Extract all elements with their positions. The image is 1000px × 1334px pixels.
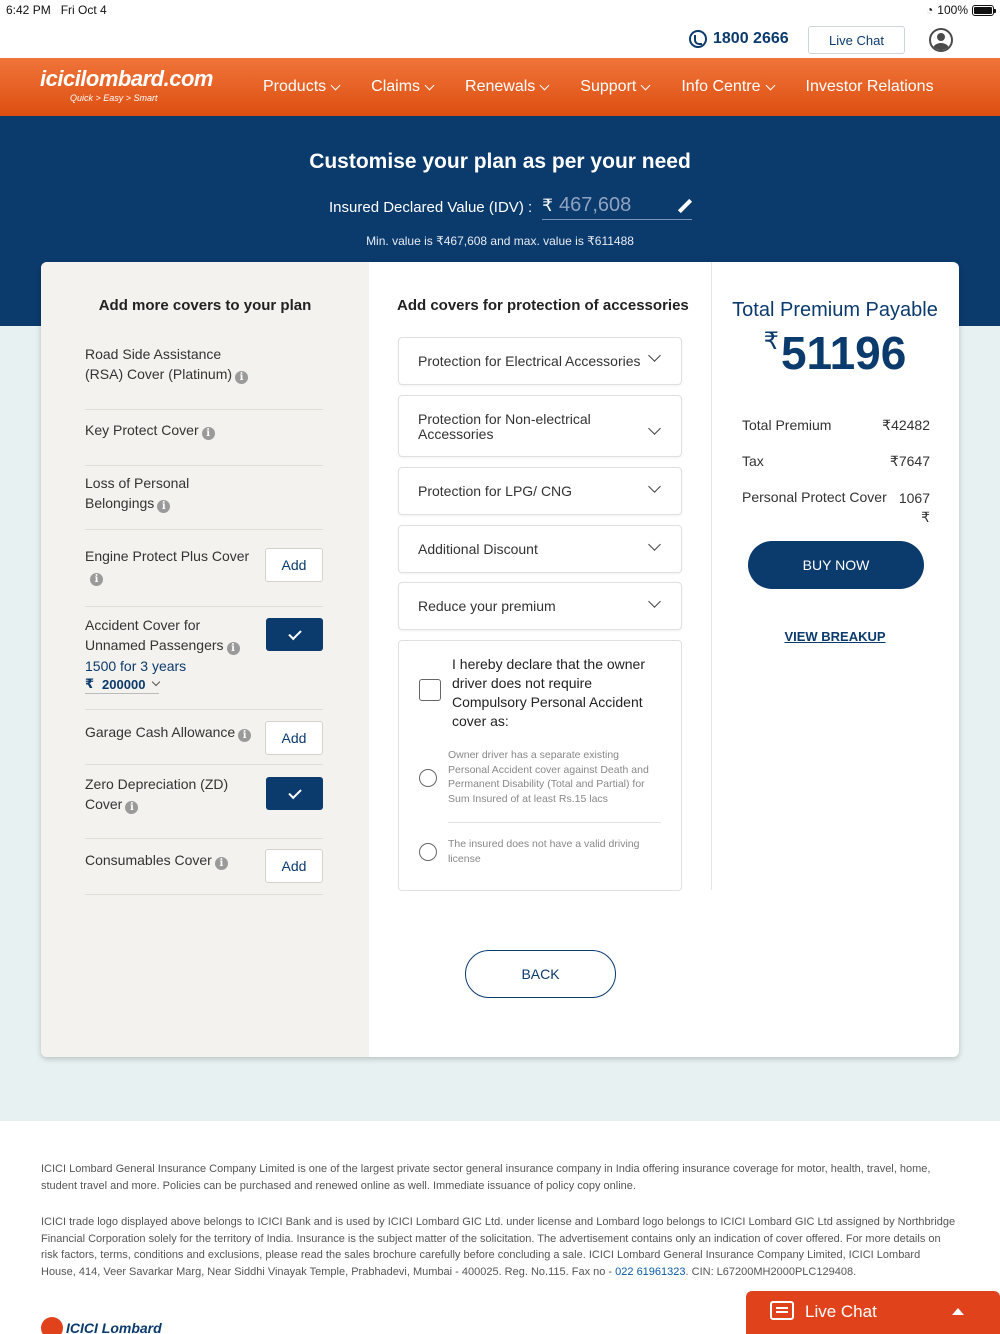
cpa-option-no-license-radio[interactable] [419, 843, 437, 861]
premium-row-label: Total Premium [742, 417, 832, 433]
total-premium-amount [711, 326, 959, 380]
zero-depreciation-selected-button[interactable] [266, 777, 323, 810]
phone-link[interactable] [689, 30, 789, 48]
chevron-down-icon [641, 80, 651, 90]
battery-icon [972, 5, 994, 16]
cpa-option-existing-cover-radio[interactable] [419, 769, 437, 787]
rupee-symbol: ₹ [85, 676, 95, 691]
nav-products[interactable]: Products [263, 78, 339, 96]
accordion-label: Reduce your premium [418, 598, 556, 614]
accordion-non-electrical[interactable] [398, 395, 682, 457]
info-icon[interactable]: i [125, 801, 138, 814]
plan-card [41, 262, 959, 1057]
buy-now-button[interactable]: BUY NOW [748, 541, 924, 589]
cover-label: Loss of Personal Belongings [85, 475, 190, 511]
phone-number: 1800 2666 [713, 30, 789, 47]
add-covers-panel [41, 262, 369, 1057]
cover-label: Key Protect Cover [85, 422, 199, 438]
user-account-icon[interactable] [929, 28, 953, 52]
footer-disclaimer: ICICI trade logo displayed above belongs to ICICI Bank and is used by ICICI Lombard GIC Ltd. under license and Lombard logo belongs to ICICI Lombard GIC Ltd assigned by Northbridge Financial Corporation solely for the territory of India. Insurance is the subject matter of the solicitation. The advertisement contains only an indication of cover offered. For more details on risk factors, terms, conditions and exclusions, please read the sales brochure carefully before concluding a sale. ICICI Lombard General Insurance Company Limited, ICICI Lombard House, 414, Veer Savarkar Marg, Near Siddhi Vinayak Temple, Prabhadevi, Mumbai - 400025. Reg. No.115. Fax no - 022 61961323. CIN: L67200MH2000PLC129408. [41, 1216, 956, 1278]
check-icon [288, 626, 301, 639]
idv-label: Insured Declared Value (IDV) : [329, 198, 533, 216]
chevron-down-icon [152, 678, 160, 686]
nav-support[interactable]: Support [580, 78, 649, 96]
cover-garage-cash [85, 710, 323, 765]
wifi-icon: ◔ [926, 3, 934, 17]
accordion-label: Protection for Electrical Accessories [418, 353, 641, 369]
phone-icon [689, 30, 707, 48]
accordion-label: Protection for Non-electrical Accessories [418, 411, 591, 442]
add-garage-cash-button[interactable]: Add [265, 721, 323, 755]
cover-label: Garage Cash Allowance [85, 724, 236, 740]
chevron-down-icon [648, 538, 661, 551]
info-icon[interactable]: i [227, 642, 240, 655]
footer-logo: ICICI Lombard [41, 1317, 162, 1334]
chevron-down-icon [331, 80, 341, 90]
status-time: 6:42 PM Fri Oct 4 [6, 3, 107, 17]
icici-logo-icon [41, 1317, 63, 1334]
premium-row-value: ₹42482 [882, 417, 930, 433]
cover-key-protect [85, 410, 323, 466]
cpa-option-existing-cover-text: Owner driver has a separate existing Personal Accident cover against Death and Permanent Disability (Total and Partial) for Sum Insured of at least Rs.15 lacs [448, 749, 649, 805]
cover-label: Consumables Cover [85, 852, 212, 868]
chevron-down-icon [648, 422, 661, 435]
cpa-declaration-checkbox[interactable] [419, 679, 441, 701]
cover-personal-belongings [85, 466, 323, 530]
accordion-label: Additional Discount [418, 541, 538, 557]
total-premium-value: 51196 [780, 327, 907, 379]
chevron-down-icon [425, 80, 435, 90]
idv-value: 467,608 [558, 194, 632, 216]
cover-consumables [85, 839, 323, 895]
live-chat-button[interactable]: Live Chat [808, 26, 905, 54]
nav-investor-relations[interactable]: Investor Relations [805, 78, 934, 95]
add-covers-heading: Add more covers to your plan [98, 297, 312, 314]
utility-bar [0, 20, 1000, 58]
live-chat-widget[interactable] [746, 1291, 1000, 1334]
idv-range-hint: Min. value is ₹467,608 and max. value is ₹611488 [366, 234, 634, 248]
brand-tagline: Quick > Easy > Smart [70, 93, 158, 103]
main-nav [0, 58, 1000, 116]
idv-row [329, 194, 692, 220]
nav-menu [263, 78, 934, 96]
cover-zero-depreciation [85, 765, 323, 839]
cpa-declaration [398, 640, 682, 891]
info-icon[interactable]: i [215, 857, 228, 870]
rupee-symbol: ₹ [542, 195, 553, 215]
battery-percent: 100% [937, 3, 968, 17]
cover-engine-protect [85, 530, 323, 607]
accessories-heading: Add covers for protection of accessories [397, 297, 689, 314]
sum-insured-value: 200000 [102, 676, 146, 692]
divider [448, 822, 661, 823]
view-breakup-link[interactable]: VIEW BREAKUP [784, 629, 886, 644]
chevron-down-icon [648, 595, 661, 608]
status-right [926, 3, 994, 17]
chevron-down-icon [540, 80, 550, 90]
sum-insured-select[interactable] [85, 676, 159, 694]
unnamed-passengers-selected-button[interactable] [266, 618, 323, 651]
nav-renewals[interactable]: Renewals [465, 78, 548, 96]
cover-label: Engine Protect Plus Cover [85, 548, 250, 564]
cover-price-detail: 1500 for 3 years [85, 658, 187, 674]
check-icon [288, 785, 301, 798]
brand-logo[interactable] [40, 66, 213, 103]
fax-link[interactable]: 022 61961323 [615, 1265, 686, 1278]
cover-label: Zero Depreciation (ZD) Cover [85, 776, 229, 812]
accordion-reduce-premium[interactable] [398, 582, 682, 630]
cover-label: Road Side Assistance (RSA) Cover (Platinum) [85, 346, 233, 382]
status-bar [0, 0, 1000, 20]
cpa-declaration-text: I hereby declare that the owner driver does not require Compulsory Personal Accident cover as: [452, 656, 646, 729]
info-icon[interactable]: i [90, 573, 103, 586]
nav-info-centre[interactable]: Info Centre [681, 78, 773, 96]
premium-row-total [742, 417, 930, 433]
chat-icon [770, 1301, 794, 1320]
info-icon[interactable]: i [157, 500, 170, 513]
accordion-label: Protection for LPG/ CNG [418, 483, 573, 499]
add-engine-protect-button[interactable]: Add [265, 548, 323, 582]
cover-label: Accident Cover for Unnamed Passengers [85, 617, 224, 653]
expand-arrow-icon[interactable] [952, 1308, 964, 1315]
premium-row-label: Personal Protect Cover [742, 489, 887, 505]
add-consumables-button[interactable]: Add [265, 849, 323, 883]
nav-claims[interactable]: Claims [371, 78, 433, 96]
accessories-panel [369, 262, 711, 1057]
chevron-down-icon [765, 80, 775, 90]
rupee-symbol: ₹ [763, 328, 779, 355]
total-premium-title: Total Premium Payable [732, 299, 938, 321]
info-icon[interactable]: i [238, 729, 251, 742]
info-icon[interactable]: i [235, 371, 248, 384]
accordion-electrical[interactable] [398, 337, 682, 385]
info-icon[interactable]: i [202, 427, 215, 440]
cover-rsa [85, 344, 323, 410]
cpa-option-no-license-text: The insured does not have a valid driving license [448, 838, 640, 865]
premium-row-value: ₹7647 [889, 453, 930, 469]
chevron-down-icon [648, 480, 661, 493]
back-button[interactable]: BACK [465, 950, 616, 998]
footer-about: ICICI Lombard General Insurance Company Limited is one of the largest private sector general insurance company in India offering insurance coverage for motor, health, travel, home, student travel and more. Policies can be purchased and renewed online as well. Immediate issuance of policy copy online. [41, 1163, 931, 1192]
edit-pencil-icon[interactable] [678, 199, 692, 213]
live-chat-label: Live Chat [805, 1302, 877, 1321]
chevron-down-icon [648, 349, 661, 362]
premium-row-personal-protect [742, 489, 930, 525]
premium-row-label: Tax [742, 453, 764, 469]
cover-unnamed-passengers [85, 607, 323, 710]
premium-row-tax [742, 453, 930, 469]
brand-name: icicilombard.com [40, 66, 213, 91]
idv-input[interactable] [542, 194, 692, 220]
accordion-additional-discount[interactable] [398, 525, 682, 573]
page-title: Customise your plan as per your need [309, 150, 691, 173]
premium-row-value: 1067 ₹ [898, 490, 930, 525]
accordion-lpg-cng[interactable] [398, 467, 682, 515]
